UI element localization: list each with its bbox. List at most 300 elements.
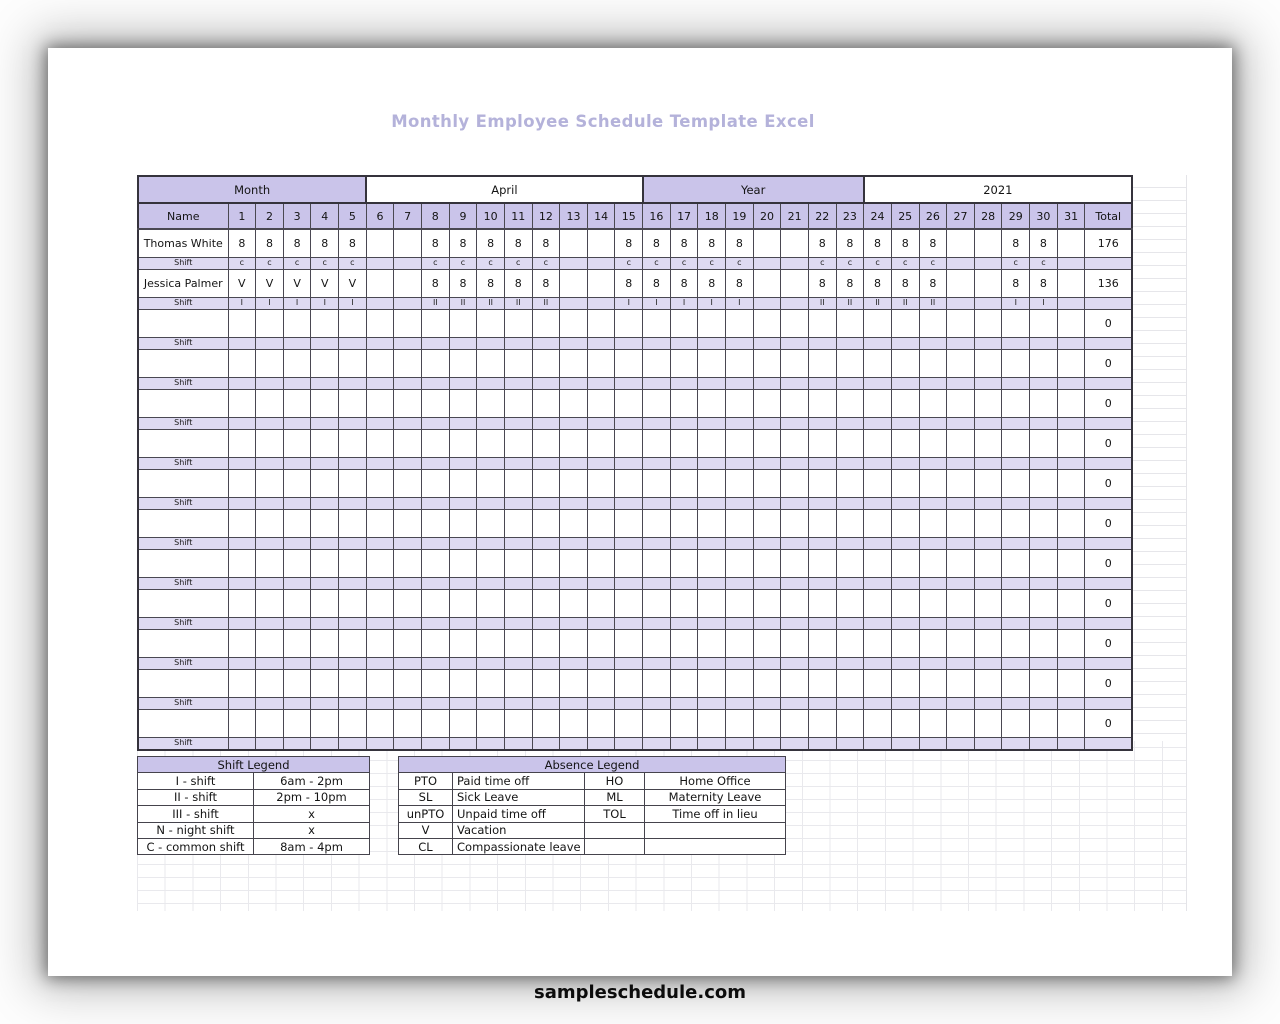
shift-cell[interactable]: c: [421, 257, 449, 269]
shift-row-label-cell[interactable]: Shift: [138, 257, 228, 269]
shift-cell[interactable]: [836, 657, 864, 669]
total-cell[interactable]: 0: [1085, 429, 1132, 457]
shift-cell[interactable]: [726, 377, 754, 389]
shift-cell[interactable]: [1030, 417, 1058, 429]
shift-cell[interactable]: [974, 577, 1002, 589]
name-header-cell[interactable]: Name: [138, 203, 228, 229]
shift-cell[interactable]: [1002, 617, 1030, 629]
shift-cell[interactable]: [1057, 457, 1085, 469]
shift-cell[interactable]: [781, 497, 809, 509]
month-label-cell[interactable]: Month: [138, 176, 366, 203]
year-value-cell[interactable]: 2021: [864, 176, 1132, 203]
shift-cell[interactable]: [974, 257, 1002, 269]
hours-cell[interactable]: [1030, 469, 1058, 497]
shift-cell[interactable]: [919, 377, 947, 389]
hours-cell[interactable]: [477, 509, 505, 537]
shift-cell[interactable]: [394, 337, 422, 349]
total-cell[interactable]: 0: [1085, 669, 1132, 697]
hours-cell[interactable]: [836, 309, 864, 337]
hours-cell[interactable]: [449, 349, 477, 377]
hours-cell[interactable]: [256, 669, 284, 697]
hours-cell[interactable]: [311, 429, 339, 457]
total-cell[interactable]: 0: [1085, 469, 1132, 497]
hours-cell[interactable]: [560, 389, 588, 417]
hours-cell[interactable]: [477, 589, 505, 617]
shift-cell[interactable]: [560, 297, 588, 309]
shift-cell[interactable]: [753, 257, 781, 269]
employee-name-cell[interactable]: Thomas White: [138, 229, 228, 257]
shift-cell[interactable]: II: [864, 297, 892, 309]
hours-cell[interactable]: [532, 669, 560, 697]
day-header-cell[interactable]: 14: [587, 203, 615, 229]
hours-cell[interactable]: [256, 469, 284, 497]
hours-cell[interactable]: [864, 509, 892, 537]
shift-cell[interactable]: [1002, 537, 1030, 549]
shift-cell[interactable]: [836, 337, 864, 349]
shift-cell[interactable]: [781, 697, 809, 709]
day-header-cell[interactable]: 19: [726, 203, 754, 229]
hours-cell[interactable]: [974, 549, 1002, 577]
hours-cell[interactable]: [449, 709, 477, 737]
shift-cell[interactable]: [283, 697, 311, 709]
shift-legend-code-cell[interactable]: N - night shift: [138, 822, 254, 838]
absence-code-cell[interactable]: HO: [585, 773, 645, 789]
shift-cell[interactable]: [891, 337, 919, 349]
hours-cell[interactable]: 8: [891, 229, 919, 257]
hours-cell[interactable]: [643, 429, 671, 457]
day-header-cell[interactable]: 21: [781, 203, 809, 229]
shift-cell[interactable]: II: [836, 297, 864, 309]
shift-cell[interactable]: [753, 577, 781, 589]
shift-cell[interactable]: [864, 737, 892, 750]
shift-cell[interactable]: [891, 537, 919, 549]
hours-cell[interactable]: [394, 669, 422, 697]
hours-cell[interactable]: [504, 669, 532, 697]
hours-cell[interactable]: [587, 589, 615, 617]
shift-cell[interactable]: [394, 377, 422, 389]
shift-cell[interactable]: [726, 457, 754, 469]
hours-cell[interactable]: [808, 509, 836, 537]
hours-cell[interactable]: [421, 629, 449, 657]
shift-legend-code-cell[interactable]: I - shift: [138, 773, 254, 789]
shift-cell[interactable]: [698, 617, 726, 629]
shift-cell[interactable]: [1057, 417, 1085, 429]
hours-cell[interactable]: [808, 429, 836, 457]
hours-cell[interactable]: [864, 389, 892, 417]
shift-cell[interactable]: [781, 457, 809, 469]
hours-cell[interactable]: [283, 469, 311, 497]
shift-cell[interactable]: II: [449, 297, 477, 309]
hours-cell[interactable]: [836, 469, 864, 497]
shift-cell[interactable]: [532, 337, 560, 349]
hours-cell[interactable]: [836, 669, 864, 697]
hours-cell[interactable]: [974, 389, 1002, 417]
shift-cell[interactable]: [615, 577, 643, 589]
shift-cell[interactable]: [670, 577, 698, 589]
hours-cell[interactable]: [366, 709, 394, 737]
hours-cell[interactable]: [753, 349, 781, 377]
shift-cell[interactable]: [1030, 657, 1058, 669]
shift-cell[interactable]: [504, 497, 532, 509]
hours-cell[interactable]: [974, 349, 1002, 377]
shift-cell[interactable]: [919, 337, 947, 349]
hours-cell[interactable]: [560, 309, 588, 337]
hours-cell[interactable]: [228, 669, 256, 697]
hours-cell[interactable]: [477, 429, 505, 457]
hours-cell[interactable]: [1057, 309, 1085, 337]
shift-row-label-cell[interactable]: Shift: [138, 577, 228, 589]
hours-cell[interactable]: 8: [864, 229, 892, 257]
shift-cell[interactable]: [339, 337, 367, 349]
shift-cell[interactable]: [864, 697, 892, 709]
shift-cell[interactable]: [339, 577, 367, 589]
hours-cell[interactable]: [643, 549, 671, 577]
shift-cell[interactable]: [781, 737, 809, 750]
hours-cell[interactable]: [670, 389, 698, 417]
shift-cell[interactable]: [421, 457, 449, 469]
hours-cell[interactable]: [1002, 509, 1030, 537]
hours-cell[interactable]: [394, 229, 422, 257]
hours-cell[interactable]: [1030, 509, 1058, 537]
shift-row-label-cell[interactable]: Shift: [138, 697, 228, 709]
hours-cell[interactable]: [891, 349, 919, 377]
hours-cell[interactable]: [228, 389, 256, 417]
hours-cell[interactable]: [421, 429, 449, 457]
hours-cell[interactable]: [947, 229, 975, 257]
shift-cell[interactable]: [753, 537, 781, 549]
shift-cell[interactable]: [1057, 697, 1085, 709]
hours-cell[interactable]: [1030, 669, 1058, 697]
shift-cell[interactable]: [670, 617, 698, 629]
shift-cell[interactable]: [477, 457, 505, 469]
hours-cell[interactable]: [947, 589, 975, 617]
hours-cell[interactable]: [1030, 589, 1058, 617]
shift-cell[interactable]: [670, 417, 698, 429]
shift-cell[interactable]: [670, 457, 698, 469]
shift-cell[interactable]: [670, 337, 698, 349]
shift-cell[interactable]: I: [311, 297, 339, 309]
shift-cell[interactable]: [311, 337, 339, 349]
hours-cell[interactable]: [311, 669, 339, 697]
shift-cell[interactable]: [808, 737, 836, 750]
shift-cell[interactable]: [836, 617, 864, 629]
employee-name-cell[interactable]: [138, 349, 228, 377]
hours-cell[interactable]: [560, 509, 588, 537]
hours-cell[interactable]: [283, 669, 311, 697]
hours-cell[interactable]: [974, 669, 1002, 697]
hours-cell[interactable]: 8: [670, 229, 698, 257]
hours-cell[interactable]: [1057, 709, 1085, 737]
absence-desc-cell[interactable]: Time off in lieu: [645, 806, 786, 822]
hours-cell[interactable]: [753, 669, 781, 697]
employee-name-cell[interactable]: [138, 709, 228, 737]
shift-cell[interactable]: [311, 377, 339, 389]
hours-cell[interactable]: [753, 269, 781, 297]
shift-cell[interactable]: [366, 657, 394, 669]
hours-cell[interactable]: [477, 469, 505, 497]
hours-cell[interactable]: [891, 669, 919, 697]
hours-cell[interactable]: [560, 709, 588, 737]
hours-cell[interactable]: [587, 469, 615, 497]
shift-cell[interactable]: [864, 337, 892, 349]
hours-cell[interactable]: 8: [532, 269, 560, 297]
hours-cell[interactable]: [394, 349, 422, 377]
shift-cell[interactable]: c: [311, 257, 339, 269]
shift-cell[interactable]: [587, 497, 615, 509]
shift-cell[interactable]: [560, 697, 588, 709]
day-header-cell[interactable]: 6: [366, 203, 394, 229]
hours-cell[interactable]: [781, 389, 809, 417]
shift-cell[interactable]: c: [283, 257, 311, 269]
shift-cell[interactable]: c: [698, 257, 726, 269]
hours-cell[interactable]: [256, 629, 284, 657]
hours-cell[interactable]: [698, 509, 726, 537]
shift-cell[interactable]: [449, 737, 477, 750]
shift-cell[interactable]: [532, 617, 560, 629]
hours-cell[interactable]: 8: [808, 229, 836, 257]
shift-cell[interactable]: [311, 577, 339, 589]
hours-cell[interactable]: [919, 429, 947, 457]
hours-cell[interactable]: [1057, 349, 1085, 377]
shift-cell[interactable]: [228, 537, 256, 549]
shift-cell[interactable]: [587, 377, 615, 389]
day-header-cell[interactable]: 11: [504, 203, 532, 229]
shift-cell[interactable]: [560, 537, 588, 549]
shift-total-cell[interactable]: [1085, 497, 1132, 509]
hours-cell[interactable]: [698, 629, 726, 657]
shift-cell[interactable]: [1030, 497, 1058, 509]
shift-cell[interactable]: [1057, 537, 1085, 549]
hours-cell[interactable]: [1002, 469, 1030, 497]
hours-cell[interactable]: [919, 309, 947, 337]
hours-cell[interactable]: [339, 509, 367, 537]
hours-cell[interactable]: [477, 709, 505, 737]
hours-cell[interactable]: [615, 509, 643, 537]
day-header-cell[interactable]: 1: [228, 203, 256, 229]
hours-cell[interactable]: 8: [836, 269, 864, 297]
hours-cell[interactable]: [947, 469, 975, 497]
shift-row-label-cell[interactable]: Shift: [138, 297, 228, 309]
shift-total-cell[interactable]: [1085, 377, 1132, 389]
hours-cell[interactable]: [781, 229, 809, 257]
shift-cell[interactable]: [919, 537, 947, 549]
hours-cell[interactable]: 8: [449, 229, 477, 257]
hours-cell[interactable]: [808, 709, 836, 737]
shift-cell[interactable]: [753, 377, 781, 389]
shift-cell[interactable]: I: [670, 297, 698, 309]
hours-cell[interactable]: [1030, 549, 1058, 577]
shift-total-cell[interactable]: [1085, 617, 1132, 629]
day-header-cell[interactable]: 29: [1002, 203, 1030, 229]
shift-cell[interactable]: [256, 457, 284, 469]
shift-cell[interactable]: [615, 737, 643, 750]
shift-total-cell[interactable]: [1085, 457, 1132, 469]
shift-cell[interactable]: [643, 337, 671, 349]
shift-cell[interactable]: [394, 657, 422, 669]
shift-cell[interactable]: [808, 497, 836, 509]
shift-cell[interactable]: [587, 457, 615, 469]
hours-cell[interactable]: [449, 549, 477, 577]
absence-desc-cell[interactable]: Paid time off: [453, 773, 585, 789]
hours-cell[interactable]: [394, 429, 422, 457]
hours-cell[interactable]: [864, 469, 892, 497]
shift-cell[interactable]: [477, 337, 505, 349]
shift-cell[interactable]: [781, 257, 809, 269]
shift-cell[interactable]: [643, 417, 671, 429]
hours-cell[interactable]: [947, 429, 975, 457]
day-header-cell[interactable]: 12: [532, 203, 560, 229]
hours-cell[interactable]: [560, 669, 588, 697]
hours-cell[interactable]: [311, 509, 339, 537]
hours-cell[interactable]: [1057, 229, 1085, 257]
hours-cell[interactable]: 8: [726, 269, 754, 297]
hours-cell[interactable]: [781, 429, 809, 457]
shift-cell[interactable]: [421, 577, 449, 589]
shift-cell[interactable]: [283, 657, 311, 669]
hours-cell[interactable]: [560, 469, 588, 497]
hours-cell[interactable]: [311, 589, 339, 617]
shift-cell[interactable]: [532, 417, 560, 429]
hours-cell[interactable]: [421, 389, 449, 417]
shift-row-label-cell[interactable]: Shift: [138, 457, 228, 469]
shift-cell[interactable]: II: [532, 297, 560, 309]
shift-cell[interactable]: [919, 737, 947, 750]
absence-code-cell[interactable]: TOL: [585, 806, 645, 822]
shift-cell[interactable]: [974, 697, 1002, 709]
shift-cell[interactable]: [228, 697, 256, 709]
hours-cell[interactable]: [974, 509, 1002, 537]
absence-desc-cell[interactable]: Maternity Leave: [645, 789, 786, 805]
hours-cell[interactable]: [947, 389, 975, 417]
shift-cell[interactable]: I: [1002, 297, 1030, 309]
hours-cell[interactable]: [808, 629, 836, 657]
total-cell[interactable]: 176: [1085, 229, 1132, 257]
shift-cell[interactable]: [726, 577, 754, 589]
shift-cell[interactable]: [1030, 537, 1058, 549]
hours-cell[interactable]: [974, 589, 1002, 617]
hours-cell[interactable]: [726, 669, 754, 697]
shift-cell[interactable]: [947, 657, 975, 669]
shift-cell[interactable]: [891, 697, 919, 709]
hours-cell[interactable]: [726, 389, 754, 417]
hours-cell[interactable]: 8: [421, 229, 449, 257]
hours-cell[interactable]: [311, 629, 339, 657]
hours-cell[interactable]: [283, 589, 311, 617]
hours-cell[interactable]: [753, 549, 781, 577]
hours-cell[interactable]: [1002, 309, 1030, 337]
hours-cell[interactable]: [449, 389, 477, 417]
day-header-cell[interactable]: 20: [753, 203, 781, 229]
shift-cell[interactable]: [974, 377, 1002, 389]
hours-cell[interactable]: [726, 509, 754, 537]
shift-cell[interactable]: c: [615, 257, 643, 269]
hours-cell[interactable]: 8: [698, 229, 726, 257]
shift-cell[interactable]: [919, 577, 947, 589]
shift-cell[interactable]: [698, 657, 726, 669]
hours-cell[interactable]: [339, 429, 367, 457]
shift-cell[interactable]: [532, 697, 560, 709]
hours-cell[interactable]: [947, 509, 975, 537]
total-cell[interactable]: 0: [1085, 309, 1132, 337]
shift-cell[interactable]: [339, 617, 367, 629]
shift-cell[interactable]: [421, 657, 449, 669]
shift-cell[interactable]: [753, 417, 781, 429]
hours-cell[interactable]: 8: [228, 229, 256, 257]
shift-cell[interactable]: [532, 497, 560, 509]
shift-cell[interactable]: [504, 457, 532, 469]
hours-cell[interactable]: [643, 589, 671, 617]
shift-cell[interactable]: [256, 537, 284, 549]
hours-cell[interactable]: [1057, 549, 1085, 577]
hours-cell[interactable]: [228, 709, 256, 737]
shift-cell[interactable]: [560, 577, 588, 589]
hours-cell[interactable]: [670, 549, 698, 577]
total-cell[interactable]: 0: [1085, 389, 1132, 417]
hours-cell[interactable]: 8: [339, 229, 367, 257]
shift-cell[interactable]: c: [228, 257, 256, 269]
hours-cell[interactable]: [339, 309, 367, 337]
shift-cell[interactable]: [504, 617, 532, 629]
hours-cell[interactable]: 8: [421, 269, 449, 297]
hours-cell[interactable]: [477, 349, 505, 377]
hours-cell[interactable]: 8: [670, 269, 698, 297]
hours-cell[interactable]: [587, 349, 615, 377]
hours-cell[interactable]: [670, 349, 698, 377]
shift-cell[interactable]: [643, 657, 671, 669]
day-header-cell[interactable]: 4: [311, 203, 339, 229]
shift-cell[interactable]: [726, 697, 754, 709]
day-header-cell[interactable]: 30: [1030, 203, 1058, 229]
shift-cell[interactable]: [449, 617, 477, 629]
shift-cell[interactable]: c: [836, 257, 864, 269]
hours-cell[interactable]: 8: [615, 229, 643, 257]
hours-cell[interactable]: [726, 629, 754, 657]
shift-cell[interactable]: [587, 697, 615, 709]
hours-cell[interactable]: [366, 669, 394, 697]
hours-cell[interactable]: [864, 589, 892, 617]
hours-cell[interactable]: 8: [615, 269, 643, 297]
hours-cell[interactable]: [532, 309, 560, 337]
hours-cell[interactable]: [560, 349, 588, 377]
hours-cell[interactable]: [504, 349, 532, 377]
total-header-cell[interactable]: Total: [1085, 203, 1132, 229]
shift-cell[interactable]: c: [808, 257, 836, 269]
shift-cell[interactable]: [256, 697, 284, 709]
hours-cell[interactable]: [919, 709, 947, 737]
shift-cell[interactable]: I: [339, 297, 367, 309]
hours-cell[interactable]: [366, 589, 394, 617]
hours-cell[interactable]: [532, 509, 560, 537]
hours-cell[interactable]: [283, 509, 311, 537]
hours-cell[interactable]: [781, 349, 809, 377]
shift-cell[interactable]: [366, 377, 394, 389]
hours-cell[interactable]: [449, 629, 477, 657]
shift-cell[interactable]: [228, 657, 256, 669]
shift-cell[interactable]: [1002, 377, 1030, 389]
shift-cell[interactable]: [256, 577, 284, 589]
shift-cell[interactable]: [587, 577, 615, 589]
shift-cell[interactable]: [449, 577, 477, 589]
hours-cell[interactable]: [311, 549, 339, 577]
shift-cell[interactable]: [560, 337, 588, 349]
shift-cell[interactable]: I: [698, 297, 726, 309]
day-header-cell[interactable]: 7: [394, 203, 422, 229]
hours-cell[interactable]: [615, 629, 643, 657]
shift-cell[interactable]: [836, 377, 864, 389]
hours-cell[interactable]: [339, 389, 367, 417]
shift-cell[interactable]: [726, 417, 754, 429]
shift-cell[interactable]: c: [1002, 257, 1030, 269]
